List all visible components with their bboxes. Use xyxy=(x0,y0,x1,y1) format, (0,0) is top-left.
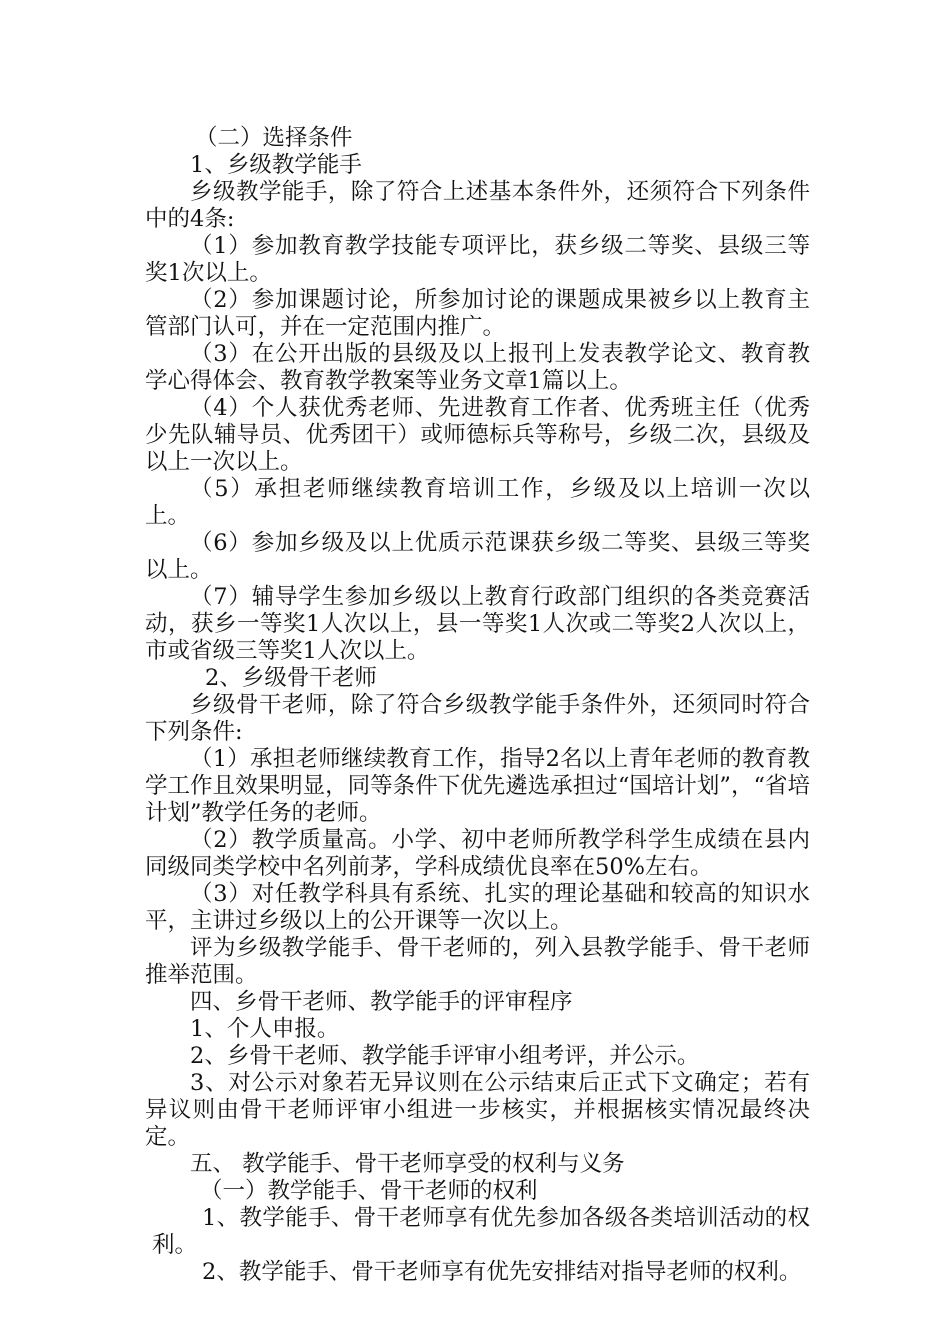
section-heading-rights-obligations: 五、 教学能手、骨干老师享受的权利与义务 xyxy=(190,1151,625,1177)
rights-item-2: 2、教学能手、骨干老师享有优先安排结对指导老师的权利。 xyxy=(202,1259,802,1285)
subheading-township-backbone-teacher: 2、乡级骨干老师 xyxy=(205,665,377,691)
list-item-expert-6: （6）参加乡级及以上优质示范课获乡级二等奖、县级三等奖以上。 xyxy=(145,530,810,583)
procedure-step-3: 3、对公示对象若无异议则在公示结束后正式下文确定；若有异议则由骨干老师评审小组进一步核实，并根据核实情况最终决定。 xyxy=(145,1070,810,1150)
list-item-expert-2: （2）参加课题讨论，所参加讨论的课题成果被乡以上教育主管部门认可，并在一定范围内推广。 xyxy=(145,287,810,340)
list-item-backbone-1: （1）承担老师继续教育工作，指导2名以上青年老师的教育教学工作且效果明显，同等条件下优先遴选承担过“国培计划”，“省培计划”教学任务的老师。 xyxy=(145,746,810,826)
procedure-step-2: 2、乡骨干老师、教学能手评审小组考评，并公示。 xyxy=(190,1043,700,1069)
paragraph-backbone-intro: 乡级骨干老师，除了符合乡级教学能手条件外，还须同时符合下列条件: xyxy=(145,692,810,745)
subheading-township-teaching-expert: 1、乡级教学能手 xyxy=(190,152,362,178)
list-item-expert-5: （5）承担老师继续教育培训工作，乡级及以上培训一次以上。 xyxy=(145,476,810,529)
rights-item-1: 1、教学能手、骨干老师享有优先参加各级各类培训活动的权利。 xyxy=(152,1205,810,1258)
paragraph-teaching-expert-intro: 乡级教学能手，除了符合上述基本条件外，还须符合下列条件中的4条: xyxy=(145,179,810,232)
section-heading-review-procedure: 四、乡骨干老师、教学能手的评审程序 xyxy=(190,989,573,1015)
list-item-expert-7: （7）辅导学生参加乡级以上教育行政部门组织的各类竞赛活动，获乡一等奖1人次以上，县一等奖1人次或二等奖2人次以上，市或省级三等奖1人次以上。 xyxy=(145,584,810,664)
list-item-backbone-2: （2）教学质量高。小学、初中老师所教学科学生成绩在县内同级同类学校中名列前茅，学科成绩优良率在50%左右。 xyxy=(145,827,810,880)
section-heading-selection-conditions: （二）选择条件 xyxy=(195,125,353,151)
list-item-expert-3: （3）在公开出版的县级及以上报刊上发表教学论文、教育教学心得体会、教育教学教案等业务文章1篇以上。 xyxy=(145,341,810,394)
list-item-expert-1: （1）参加教育教学技能专项评比，获乡级二等奖、县级三等奖1次以上。 xyxy=(145,233,810,286)
paragraph-recommendation-scope: 评为乡级教学能手、骨干老师的，列入县教学能手、骨干老师推举范围。 xyxy=(145,935,810,988)
subheading-rights: （一）教学能手、骨干老师的权利 xyxy=(200,1178,538,1204)
procedure-step-1: 1、个人申报。 xyxy=(190,1016,340,1042)
list-item-backbone-3: （3）对任教学科具有系统、扎实的理论基础和较高的知识水平，主讲过乡级以上的公开课等一次以上。 xyxy=(145,881,810,934)
list-item-expert-4: （4）个人获优秀老师、先进教育工作者、优秀班主任（优秀少先队辅导员、优秀团干）或师德标兵等称号，乡级二次，县级及以上一次以上。 xyxy=(145,395,810,475)
